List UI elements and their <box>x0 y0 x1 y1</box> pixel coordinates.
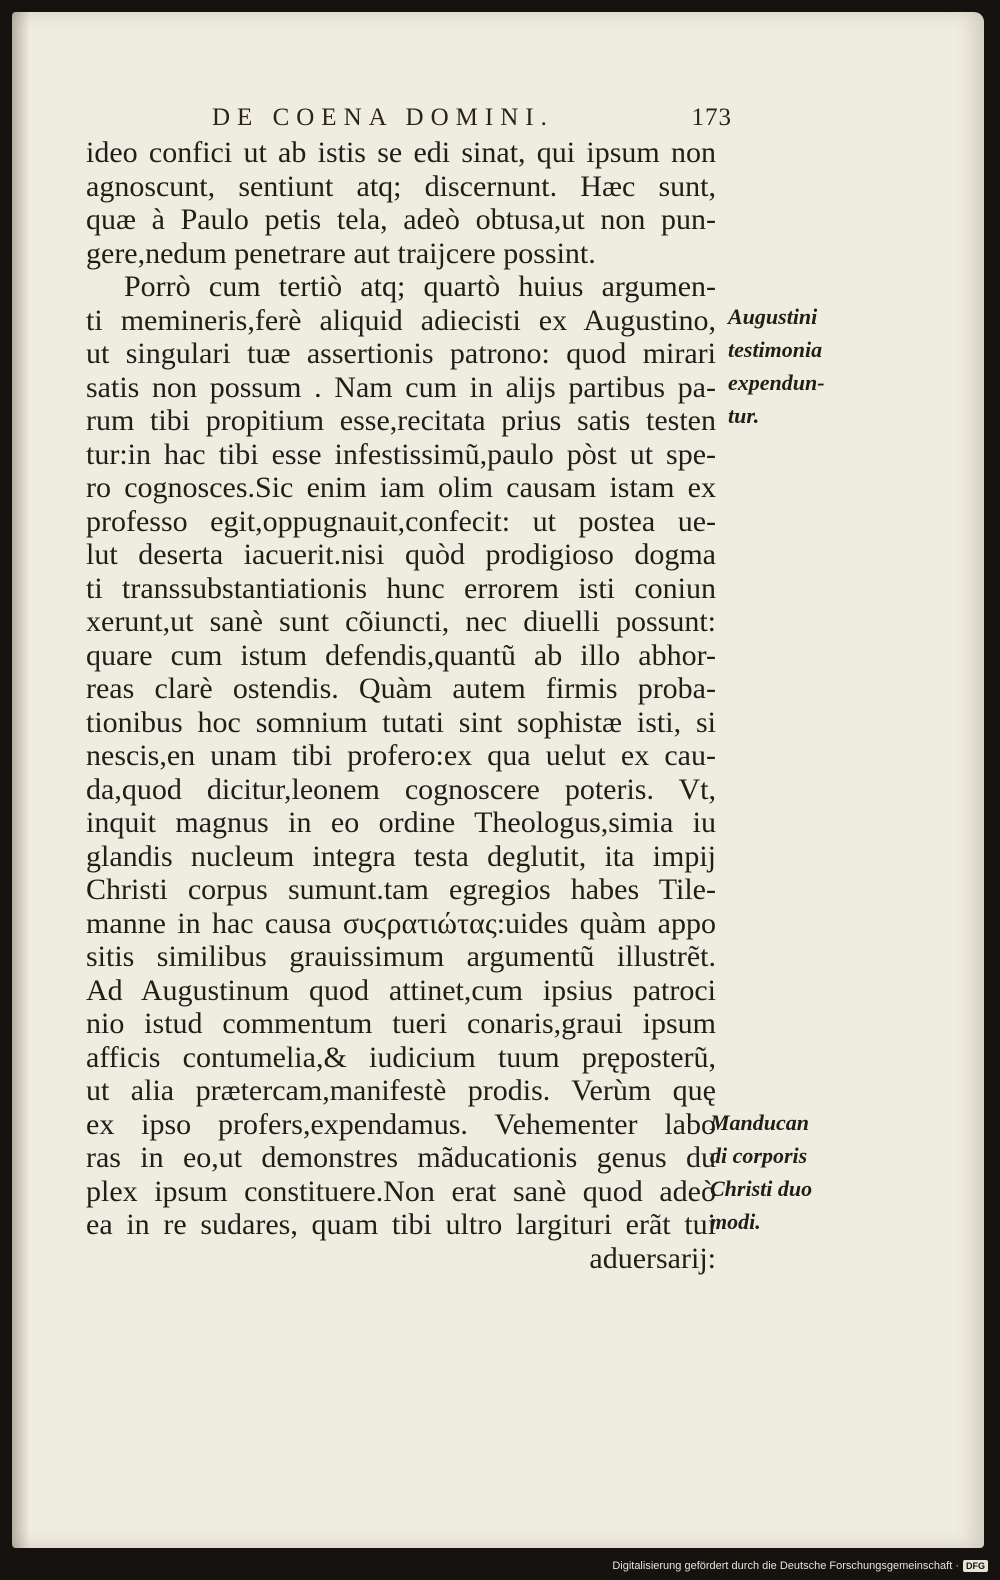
text-line: ut alia prætercam,manifestè prodis. Verùm quę <box>86 1074 716 1107</box>
text-line: afficis contumelia,& iudicium tuum pręposterũ, <box>86 1040 716 1074</box>
marginal-note-line: modi. <box>710 1209 761 1234</box>
text-line: nescis,en unam tibi profero:ex qua uelut ex cau- <box>86 739 716 772</box>
text-line: agnoscunt, sentiunt atq; discernunt. Hæc sunt, <box>86 169 716 203</box>
marginal-note-line: testimonia <box>728 337 823 362</box>
text-line: reas clarè ostendis. Quàm autem firmis proba- <box>86 672 716 705</box>
text-line: lut deserta iacuerit.nisi quòd prodigioso dogma <box>86 538 716 571</box>
running-title: DE COENA DOMINI. <box>212 104 554 131</box>
text-line: da,quod dicitur,leonem cognoscere poteris. Vt, <box>86 772 716 806</box>
marginal-note-line: expendun- <box>728 370 825 395</box>
text-line: ideo confici ut ab istis se edi sinat, qui ipsum non <box>86 136 716 169</box>
text-line: glandis nucleum integra testa deglutit, ita impij <box>86 839 716 873</box>
page-number: 173 <box>691 104 732 131</box>
text-line: ro cognosces.Sic enim iam olim causam istam ex <box>86 471 716 504</box>
text-line: Christi corpus sumunt.tam egregios habes Tile- <box>86 873 716 906</box>
text-line: ex ipso profers,expendamus. Vehementer labo <box>86 1107 716 1141</box>
marginal-note-line: di corporis <box>710 1143 808 1168</box>
marginal-note-line: Manducan <box>710 1110 810 1135</box>
text-line: tur:in hac tibi esse infestissimũ,paulo pòst ut spe- <box>86 437 716 471</box>
text-line: gere,nedum penetrare aut traijcere possint. <box>86 236 596 270</box>
page-gutter-shadow <box>12 12 30 1548</box>
text-line: inquit magnus in eo ordine Theologus,simia iu <box>86 806 716 839</box>
text-line: ras in eo,ut demonstres mãducationis genus du <box>86 1141 716 1174</box>
marginal-note-manducandi <box>710 1106 812 1238</box>
text-line: manne in hac causa συϛρατιώτας:uides quàm appo <box>86 906 716 940</box>
book-page <box>12 12 984 1548</box>
text-line: sitis similibus grauissimum argumentũ illustrẽt. <box>86 940 716 973</box>
text-line: ea in re sudares, quam tibi ultro largituri erãt tui <box>86 1208 716 1241</box>
running-header <box>212 104 732 134</box>
text-line: ti transsubstantiationis hunc errorem isti coniun <box>86 571 716 605</box>
text-line: Porrò cum tertiò atq; quartò huius argumen- <box>124 270 716 303</box>
text-line: quare cum istum defendis,quantũ ab illo abhor- <box>86 638 716 672</box>
digitization-credit <box>612 1560 988 1572</box>
body-text <box>86 136 716 1275</box>
credit-text: Digitalisierung gefördert durch die Deutsche Forschungsgemeinschaft · <box>612 1560 959 1572</box>
text-line: plex ipsum constituere.Non erat sanè quod adeò <box>86 1174 716 1208</box>
text-line-catchword: aduersarij: <box>589 1241 716 1275</box>
text-line: Ad Augustinum quod attinet,cum ipsius patroci <box>86 973 716 1007</box>
marginal-note-augustini <box>728 300 825 432</box>
text-line: ut singulari tuæ assertionis patrono: quod mirari <box>86 337 716 370</box>
marginal-note-line: Christi duo <box>710 1176 813 1201</box>
text-line: quæ à Paulo petis tela, adeò obtusa,ut non pun- <box>86 203 716 236</box>
marginal-note-line: tur. <box>728 403 760 428</box>
text-line: xerunt,ut sanè sunt cõiuncti, nec diuelli possunt: <box>86 605 716 638</box>
text-line: satis non possum . Nam cum in alijs partibus pa- <box>86 370 716 404</box>
dfg-logo-icon: DFG <box>963 1560 988 1572</box>
marginal-note-line: Augustini <box>728 304 818 329</box>
text-line: nio istud commentum tueri conaris,graui ipsum <box>86 1007 716 1040</box>
text-line: rum tibi propitium esse,recitata prius satis testen <box>86 404 716 437</box>
text-line: ti memineris,ferè aliquid adiecisti ex Augustino, <box>86 303 716 337</box>
text-line: tionibus hoc somnium tutati sint sophistæ isti, si <box>86 705 716 739</box>
text-line: professo egit,oppugnauit,confecit: ut postea ue- <box>86 504 716 538</box>
